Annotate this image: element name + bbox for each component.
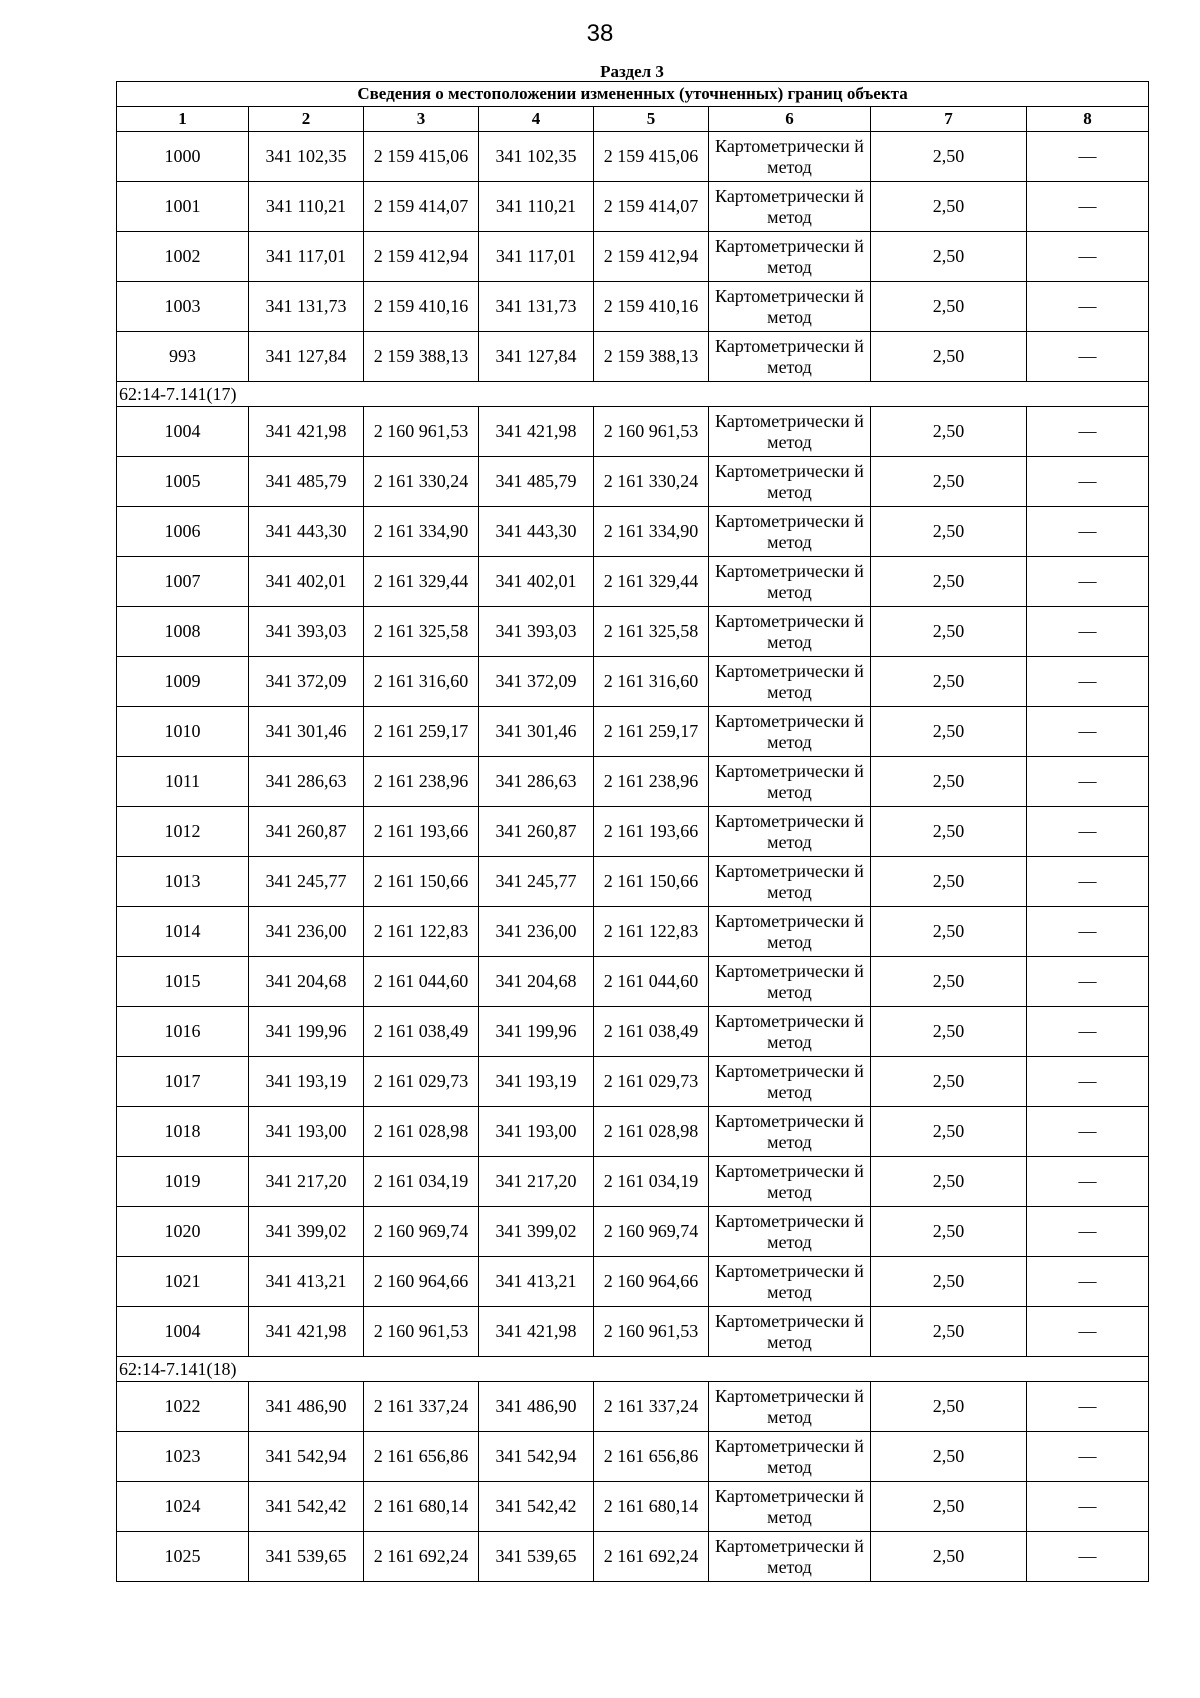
table-caption-row [117,82,1149,107]
cell-description: — [1027,1207,1149,1257]
table-row [117,1257,1149,1307]
cell-method: Картометрически й метод [709,1157,871,1207]
cell-point-number: 1003 [117,282,249,332]
cell-method: Картометрически й метод [709,1482,871,1532]
cell-accuracy: 2,50 [871,707,1027,757]
cell-new-y: 2 161 034,19 [594,1157,709,1207]
cell-method: Картометрически й метод [709,132,871,182]
cell-point-number: 1021 [117,1257,249,1307]
cell-description: — [1027,1107,1149,1157]
table-row [117,1432,1149,1482]
cell-old-x: 341 117,01 [249,232,364,282]
cell-old-y: 2 161 034,19 [364,1157,479,1207]
cell-old-x: 341 402,01 [249,557,364,607]
table-caption: Сведения о местоположении измененных (уточненных) границ объекта [117,82,1149,107]
cell-old-y: 2 161 680,14 [364,1482,479,1532]
cell-old-x: 341 485,79 [249,457,364,507]
cell-new-x: 341 193,19 [479,1057,594,1107]
cell-accuracy: 2,50 [871,1257,1027,1307]
cell-new-y: 2 159 415,06 [594,132,709,182]
cell-point-number: 1022 [117,1382,249,1432]
cell-method: Картометрически й метод [709,282,871,332]
cell-old-y: 2 161 150,66 [364,857,479,907]
column-header: 6 [709,107,871,132]
cell-new-x: 341 402,01 [479,557,594,607]
parcel-group-label: 62:14-7.141(17) [117,382,1149,407]
cell-method: Картометрически й метод [709,1532,871,1582]
cell-description: — [1027,757,1149,807]
cell-point-number: 1019 [117,1157,249,1207]
cell-accuracy: 2,50 [871,232,1027,282]
cell-old-x: 341 301,46 [249,707,364,757]
cell-point-number: 1006 [117,507,249,557]
cell-old-y: 2 161 193,66 [364,807,479,857]
cell-new-y: 2 161 337,24 [594,1382,709,1432]
cell-point-number: 1023 [117,1432,249,1482]
table-row [117,1482,1149,1532]
cell-old-x: 341 399,02 [249,1207,364,1257]
cell-new-x: 341 199,96 [479,1007,594,1057]
cell-method: Картометрически й метод [709,757,871,807]
table-row [117,557,1149,607]
column-header: 7 [871,107,1027,132]
cell-new-x: 341 217,20 [479,1157,594,1207]
cell-new-y: 2 161 330,24 [594,457,709,507]
cell-new-x: 341 542,42 [479,1482,594,1532]
cell-old-y: 2 160 964,66 [364,1257,479,1307]
cell-new-y: 2 161 150,66 [594,857,709,907]
cell-accuracy: 2,50 [871,607,1027,657]
cell-old-x: 341 131,73 [249,282,364,332]
cell-old-y: 2 159 414,07 [364,182,479,232]
cell-point-number: 1004 [117,1307,249,1357]
cell-description: — [1027,1532,1149,1582]
cell-new-x: 341 110,21 [479,182,594,232]
cell-new-y: 2 161 122,83 [594,907,709,957]
cell-old-x: 341 372,09 [249,657,364,707]
cell-description: — [1027,1157,1149,1207]
cell-new-y: 2 161 193,66 [594,807,709,857]
table-row [117,807,1149,857]
table-row [117,457,1149,507]
cell-new-y: 2 160 964,66 [594,1257,709,1307]
table-row [117,1107,1149,1157]
table-header-row [117,107,1149,132]
cell-description: — [1027,657,1149,707]
cell-description: — [1027,1482,1149,1532]
cell-accuracy: 2,50 [871,182,1027,232]
table-row [117,757,1149,807]
cell-new-x: 341 236,00 [479,907,594,957]
cell-old-y: 2 161 029,73 [364,1057,479,1107]
cell-new-x: 341 102,35 [479,132,594,182]
cell-method: Картометрически й метод [709,1382,871,1432]
cell-point-number: 1004 [117,407,249,457]
cell-point-number: 993 [117,332,249,382]
cell-description: — [1027,332,1149,382]
cell-old-y: 2 161 038,49 [364,1007,479,1057]
cell-point-number: 1012 [117,807,249,857]
cell-point-number: 1008 [117,607,249,657]
table-row [117,1007,1149,1057]
cell-old-y: 2 159 410,16 [364,282,479,332]
section-title: Раздел 3 [600,62,664,81]
cell-description: — [1027,1307,1149,1357]
cell-new-y: 2 161 656,86 [594,1432,709,1482]
cell-old-y: 2 159 388,13 [364,332,479,382]
cell-new-y: 2 161 238,96 [594,757,709,807]
cell-accuracy: 2,50 [871,457,1027,507]
table-row [117,1382,1149,1432]
cell-old-x: 341 102,35 [249,132,364,182]
cell-new-y: 2 159 388,13 [594,332,709,382]
cell-old-x: 341 260,87 [249,807,364,857]
cell-accuracy: 2,50 [871,1007,1027,1057]
cell-description: — [1027,557,1149,607]
cell-old-x: 341 413,21 [249,1257,364,1307]
column-header: 5 [594,107,709,132]
cell-method: Картометрически й метод [709,232,871,282]
cell-point-number: 1000 [117,132,249,182]
cell-accuracy: 2,50 [871,907,1027,957]
cell-accuracy: 2,50 [871,1207,1027,1257]
cell-new-x: 341 286,63 [479,757,594,807]
cell-description: — [1027,1007,1149,1057]
cell-old-x: 341 393,03 [249,607,364,657]
cell-accuracy: 2,50 [871,1057,1027,1107]
cell-description: — [1027,507,1149,557]
parcel-group-row [117,1357,1149,1382]
cell-new-x: 341 393,03 [479,607,594,657]
cell-old-y: 2 159 412,94 [364,232,479,282]
cell-method: Картометрически й метод [709,1107,871,1157]
cell-point-number: 1009 [117,657,249,707]
cell-method: Картометрически й метод [709,457,871,507]
cell-description: — [1027,807,1149,857]
cell-old-y: 2 161 325,58 [364,607,479,657]
cell-accuracy: 2,50 [871,1107,1027,1157]
cell-method: Картометрически й метод [709,1307,871,1357]
cell-method: Картометрически й метод [709,1432,871,1482]
table-row [117,857,1149,907]
cell-new-x: 341 399,02 [479,1207,594,1257]
cell-point-number: 1015 [117,957,249,1007]
cell-new-y: 2 161 325,58 [594,607,709,657]
table-row [117,407,1149,457]
cell-new-x: 341 245,77 [479,857,594,907]
cell-new-y: 2 161 316,60 [594,657,709,707]
table-body [117,82,1149,1582]
cell-point-number: 1016 [117,1007,249,1057]
table-row [117,132,1149,182]
cell-method: Картометрически й метод [709,657,871,707]
cell-description: — [1027,232,1149,282]
cell-new-x: 341 117,01 [479,232,594,282]
cell-new-y: 2 160 969,74 [594,1207,709,1257]
cell-old-x: 341 204,68 [249,957,364,1007]
cell-method: Картометрически й метод [709,332,871,382]
table-row [117,607,1149,657]
cell-old-y: 2 161 337,24 [364,1382,479,1432]
cell-new-y: 2 161 680,14 [594,1482,709,1532]
cell-method: Картометрически й метод [709,182,871,232]
cell-new-x: 341 204,68 [479,957,594,1007]
cell-accuracy: 2,50 [871,332,1027,382]
cell-description: — [1027,407,1149,457]
cell-old-x: 341 542,94 [249,1432,364,1482]
table-row [117,232,1149,282]
parcel-group-row [117,382,1149,407]
column-header: 4 [479,107,594,132]
cell-old-x: 341 245,77 [249,857,364,907]
cell-accuracy: 2,50 [871,1382,1027,1432]
cell-new-y: 2 159 414,07 [594,182,709,232]
cell-method: Картометрически й метод [709,557,871,607]
cell-description: — [1027,457,1149,507]
cell-old-x: 341 127,84 [249,332,364,382]
cell-accuracy: 2,50 [871,957,1027,1007]
cell-old-y: 2 161 028,98 [364,1107,479,1157]
table-row [117,707,1149,757]
cell-point-number: 1025 [117,1532,249,1582]
cell-new-y: 2 161 029,73 [594,1057,709,1107]
table-row [117,907,1149,957]
cell-description: — [1027,857,1149,907]
column-header: 1 [117,107,249,132]
cell-method: Картометрически й метод [709,857,871,907]
cell-description: — [1027,1057,1149,1107]
cell-description: — [1027,132,1149,182]
cell-method: Картометрически й метод [709,1057,871,1107]
column-header: 8 [1027,107,1149,132]
cell-accuracy: 2,50 [871,282,1027,332]
cell-accuracy: 2,50 [871,1432,1027,1482]
cell-method: Картометрически й метод [709,507,871,557]
cell-old-y: 2 161 259,17 [364,707,479,757]
cell-new-x: 341 421,98 [479,1307,594,1357]
cell-old-x: 341 199,96 [249,1007,364,1057]
cell-old-y: 2 159 415,06 [364,132,479,182]
cell-new-x: 341 372,09 [479,657,594,707]
cell-new-y: 2 161 334,90 [594,507,709,557]
cell-accuracy: 2,50 [871,807,1027,857]
cell-method: Картометрически й метод [709,707,871,757]
cell-point-number: 1020 [117,1207,249,1257]
cell-old-x: 341 217,20 [249,1157,364,1207]
cell-description: — [1027,1257,1149,1307]
cell-old-y: 2 160 961,53 [364,407,479,457]
cell-description: — [1027,707,1149,757]
cell-new-x: 341 485,79 [479,457,594,507]
cell-description: — [1027,907,1149,957]
cell-old-y: 2 161 330,24 [364,457,479,507]
cell-method: Картометрически й метод [709,1207,871,1257]
cell-description: — [1027,282,1149,332]
cell-new-y: 2 161 044,60 [594,957,709,1007]
cell-new-y: 2 161 329,44 [594,557,709,607]
cell-old-y: 2 161 238,96 [364,757,479,807]
cell-new-y: 2 160 961,53 [594,1307,709,1357]
cell-accuracy: 2,50 [871,557,1027,607]
cell-new-y: 2 161 028,98 [594,1107,709,1157]
cell-accuracy: 2,50 [871,1157,1027,1207]
table-row [117,332,1149,382]
cell-description: — [1027,1382,1149,1432]
cell-old-x: 341 443,30 [249,507,364,557]
cell-new-x: 341 260,87 [479,807,594,857]
cell-old-y: 2 161 044,60 [364,957,479,1007]
cell-old-x: 341 193,19 [249,1057,364,1107]
cell-accuracy: 2,50 [871,132,1027,182]
cell-new-x: 341 413,21 [479,1257,594,1307]
cell-new-y: 2 160 961,53 [594,407,709,457]
cell-accuracy: 2,50 [871,657,1027,707]
cell-accuracy: 2,50 [871,1532,1027,1582]
cell-accuracy: 2,50 [871,857,1027,907]
cell-accuracy: 2,50 [871,1482,1027,1532]
cell-old-y: 2 161 656,86 [364,1432,479,1482]
table-row [117,182,1149,232]
cell-old-y: 2 161 329,44 [364,557,479,607]
boundary-coordinates-table [116,81,1149,1582]
cell-method: Картометрически й метод [709,907,871,957]
cell-accuracy: 2,50 [871,407,1027,457]
cell-method: Картометрически й метод [709,807,871,857]
cell-new-x: 341 193,00 [479,1107,594,1157]
cell-point-number: 1014 [117,907,249,957]
cell-old-x: 341 421,98 [249,1307,364,1357]
cell-description: — [1027,182,1149,232]
table-row [117,1207,1149,1257]
cell-accuracy: 2,50 [871,757,1027,807]
cell-new-x: 341 421,98 [479,407,594,457]
cell-point-number: 1007 [117,557,249,607]
page-number: 38 [586,20,614,47]
cell-method: Картометрически й метод [709,1007,871,1057]
column-header: 3 [364,107,479,132]
cell-old-y: 2 161 122,83 [364,907,479,957]
cell-old-x: 341 110,21 [249,182,364,232]
cell-description: — [1027,957,1149,1007]
cell-accuracy: 2,50 [871,507,1027,557]
table-row [117,1157,1149,1207]
table-row [117,957,1149,1007]
cell-method: Картометрически й метод [709,607,871,657]
cell-old-x: 341 421,98 [249,407,364,457]
cell-new-x: 341 542,94 [479,1432,594,1482]
table-row [117,507,1149,557]
cell-new-x: 341 131,73 [479,282,594,332]
column-header: 2 [249,107,364,132]
cell-description: — [1027,607,1149,657]
cell-old-y: 2 161 692,24 [364,1532,479,1582]
cell-new-x: 341 127,84 [479,332,594,382]
cell-point-number: 1017 [117,1057,249,1107]
cell-point-number: 1018 [117,1107,249,1157]
table-row [117,282,1149,332]
cell-old-y: 2 161 334,90 [364,507,479,557]
cell-point-number: 1013 [117,857,249,907]
cell-new-x: 341 301,46 [479,707,594,757]
cell-method: Картометрически й метод [709,407,871,457]
cell-new-y: 2 161 692,24 [594,1532,709,1582]
cell-old-x: 341 286,63 [249,757,364,807]
cell-old-y: 2 160 961,53 [364,1307,479,1357]
cell-point-number: 1002 [117,232,249,282]
cell-old-x: 341 486,90 [249,1382,364,1432]
cell-point-number: 1010 [117,707,249,757]
cell-old-x: 341 539,65 [249,1532,364,1582]
cell-new-y: 2 159 410,16 [594,282,709,332]
cell-new-y: 2 161 038,49 [594,1007,709,1057]
table-row [117,1532,1149,1582]
table-row [117,1307,1149,1357]
cell-new-x: 341 486,90 [479,1382,594,1432]
cell-new-x: 341 443,30 [479,507,594,557]
cell-point-number: 1001 [117,182,249,232]
cell-old-x: 341 236,00 [249,907,364,957]
cell-description: — [1027,1432,1149,1482]
parcel-group-label: 62:14-7.141(18) [117,1357,1149,1382]
cell-new-y: 2 161 259,17 [594,707,709,757]
cell-point-number: 1024 [117,1482,249,1532]
cell-accuracy: 2,50 [871,1307,1027,1357]
cell-point-number: 1005 [117,457,249,507]
cell-old-x: 341 542,42 [249,1482,364,1532]
cell-point-number: 1011 [117,757,249,807]
cell-new-x: 341 539,65 [479,1532,594,1582]
table-row [117,1057,1149,1107]
table-row [117,657,1149,707]
cell-method: Картометрически й метод [709,1257,871,1307]
cell-old-x: 341 193,00 [249,1107,364,1157]
cell-new-y: 2 159 412,94 [594,232,709,282]
cell-old-y: 2 161 316,60 [364,657,479,707]
cell-method: Картометрически й метод [709,957,871,1007]
cell-old-y: 2 160 969,74 [364,1207,479,1257]
